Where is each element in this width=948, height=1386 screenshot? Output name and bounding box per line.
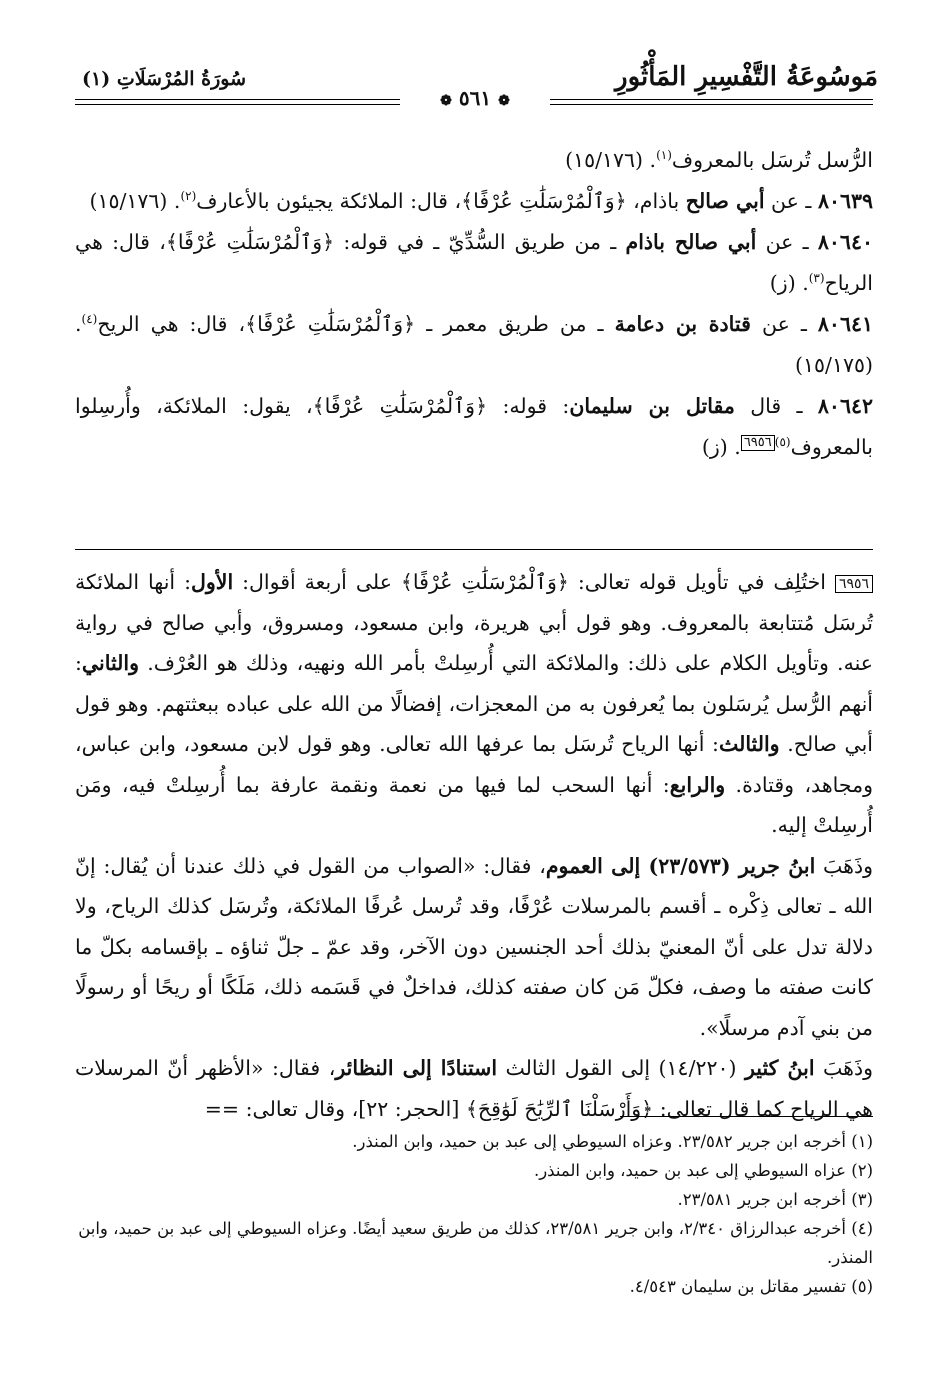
footnote-ref: (٥) [774,435,791,450]
narration-80641: ٨٠٦٤١ ـ عن قتادة بن دعامة ـ من طريق معمر ـ ﴿وَٱلْمُرْسَلَٰتِ عُرْفًا﴾، قال: هي الريح$^{(٤)}$. (١٥/١٧٥) [75,312,873,377]
scholar-name: ابنُ كثير [745,1056,815,1080]
page-number: ٥٦١ [458,86,492,110]
narration-80640: ٨٠٦٤٠ ـ عن أبي صالح باذام ـ من طريق السُّدِّيّ ـ في قوله: ﴿وَٱلْمُرْسَلَٰتِ عُرْفًا﴾، قال: هي الرياح$^{(٣)}$. (ز) [75,230,873,295]
commentary [75,562,873,1129]
quran-verse: ﴿وَٱلْمُرْسَلَٰتِ عُرْفًا﴾ [461,189,627,213]
commentary-ibn-kathir: وذَهَبَ ابنُ كثير (١٤/٢٢٠) إلى القول الثالث استنادًا إلى النظائر، فقال: «الأظهر أنّ المرسلات هي الرياح كما قال تعالى: ﴿وَأَرْسَلْنَا ٱلرِّيَٰحَ لَوَٰقِحَ﴾ [الحجر: ٢٢]، وقال تعالى: == [75,1056,873,1121]
position-label: إلى العموم [545,853,641,878]
narration-continued: الرُّسل تُرسَل بالمعروف$^{(١)}$. (١٥/١٧٦) [565,148,873,172]
page-number-box [400,86,550,110]
opinion-label: والرابع [669,772,726,797]
footnote-2: (٢) عزاه السيوطي إلى عبد بن حميد، وابن المنذر. [533,1161,873,1180]
ornament-icon: ❁ [440,93,452,109]
footnote-1: (١) أخرجه ابن جرير ٢٣/٥٨٢. وعزاه السيوطي إلى عبد بن حميد، وابن المنذر. [352,1132,873,1151]
commentary-ibn-jarir: وذَهَبَ ابنُ جرير (٢٣/٥٧٣) إلى العموم، فقال: «الصواب من القول في ذلك عندنا أن يُقال: إنّ الله ـ تعالى ذِكْره ـ أقسم بالمرسلات عُرْفًا، وقد تُرسل عُرفًا الملائكة، وتُرسَل كذلك الرياح، ولا دلالة تدل على أنّ المعنيّ بذلك أحد الجنسين دون الآخر، وقد عمّ ـ جلّ ثناؤه ـ بإقسامه بكلّ ما كانت صفته ما وصف، فكلّ مَن كان صفته كذلك، فداخلٌ في قَسَمه ذلك، مَلَكًا أو ريحًا أو رسولًا من بني آدم مرسلًا». [75,853,873,1040]
narration-80642: ٨٠٦٤٢ ـ قال مقاتل بن سليمان: قوله: ﴿وَٱلْمُرْسَلَٰتِ عُرْفًا﴾، يقول: الملائكة، وأُرسِلوا بالمعروف$^{(٥)}$٦٩٥٦. (ز) [75,394,873,459]
position-label: استنادًا إلى النظائر [335,1056,498,1080]
narrator-name: مقاتل بن سليمان [569,394,735,418]
surah-title: سُورَةُ المُرْسَلَاتِ (١) [82,68,246,90]
opinion-label: الأول [190,570,234,594]
opinion-label: والثاني [81,651,139,675]
footnote-ref: (١) [656,148,672,163]
scholar-name: ابنُ جرير [738,853,816,878]
opinion-label: والثالث [718,732,780,756]
footnote-ref: (٤) [81,312,98,327]
quran-verse: ﴿وَٱلْمُرْسَلَٰتِ عُرْفًا﴾ [312,394,488,418]
book-title: مَوسُوعَةُ التَّفْسِيرِ المَأْثُورِ [615,62,878,92]
narrations [75,140,873,468]
narration-number: ٨٠٦٤٢ [817,394,873,418]
commentary-number-box: ٦٩٥٦ [835,575,873,593]
footnote-4: (٤) أخرجه عبدالرزاق ٢/٣٤٠، وابن جرير ٢٣/٥٨١، كذلك من طريق سعيد أيضًا. وعزاه السيوطي إلى عبد بن حميد، وابن المنذر. [78,1219,873,1267]
footnote-ref: (٢) [180,189,197,204]
commentary-ref-box: ٦٩٥٦ [741,435,775,451]
ornament-icon: ❁ [498,93,510,109]
footnote-3: (٣) أخرجه ابن جرير ٢٣/٥٨١. [677,1190,873,1209]
quran-verse: ﴿وَٱلْمُرْسَلَٰتِ عُرْفًا﴾ [165,230,335,254]
narrator-name: أبي صالح [685,189,765,213]
quran-verse: ﴿وَٱلْمُرْسَلَٰتِ عُرْفًا﴾ [400,570,569,594]
narrator-name: قتادة بن دعامة [614,312,751,336]
narration-number: ٨٠٦٤٠ [817,230,873,254]
footnote-divider [620,1116,873,1117]
narrator-name: أبي صالح باذام [625,230,757,254]
quran-verse: ﴿وَٱلْمُرْسَلَٰتِ عُرْفًا﴾ [245,312,416,336]
commentary-opinions: ٦٩٥٦ اختُلِف في تأويل قوله تعالى: ﴿وَٱلْمُرْسَلَٰتِ عُرْفًا﴾ على أربعة أقوال: الأول: أنها الملائكة تُرسَل مُتتابعة بالمعروف. وهو قول أبي هريرة، وابن مسعود، ومسروق، وأبي صالح في رواية عنه. وتأويل الكلام على ذلك: والملائكة التي أُرسِلتْ بأمر الله ونهيه، وذلك هو العُرْف. والثاني: أنهم الرُّسل يُرسَلون بما يُعرفون به من المعجزات، إفضالًا من الله على عباده ببعثتهم. وهو قول أبي صالح. والثالث: أنها الرياح تُرسَل بما عرفها الله تعالى. وهو قول لابن مسعود، وابن عباس، ومجاهد، وقتادة. والرابع: أنها السحب لما فيها من نعمة ونقمة عارفة بما أُرسِلتْ فيه، ومَن أُرسِلتْ إليه. [75,570,873,837]
quran-verse: ﴿وَأَرْسَلْنَا ٱلرِّيَٰحَ لَوَٰقِحَ﴾ [465,1096,654,1121]
section-divider [75,549,873,550]
narration-number: ٨٠٦٤١ [817,312,873,336]
narration-number: ٨٠٦٣٩ [817,189,873,213]
footnote-5: (٥) تفسير مقاتل بن سليمان ٤/٥٤٣. [629,1277,873,1296]
narration-80639: ٨٠٦٣٩ ـ عن أبي صالح باذام، ﴿وَٱلْمُرْسَلَٰتِ عُرْفًا﴾، قال: الملائكة يجيئون بالأعارف$^{(٢)}$. (١٥/١٧٦) [89,189,873,213]
footnotes [75,1127,873,1301]
footnote-ref: (٣) [808,271,825,286]
